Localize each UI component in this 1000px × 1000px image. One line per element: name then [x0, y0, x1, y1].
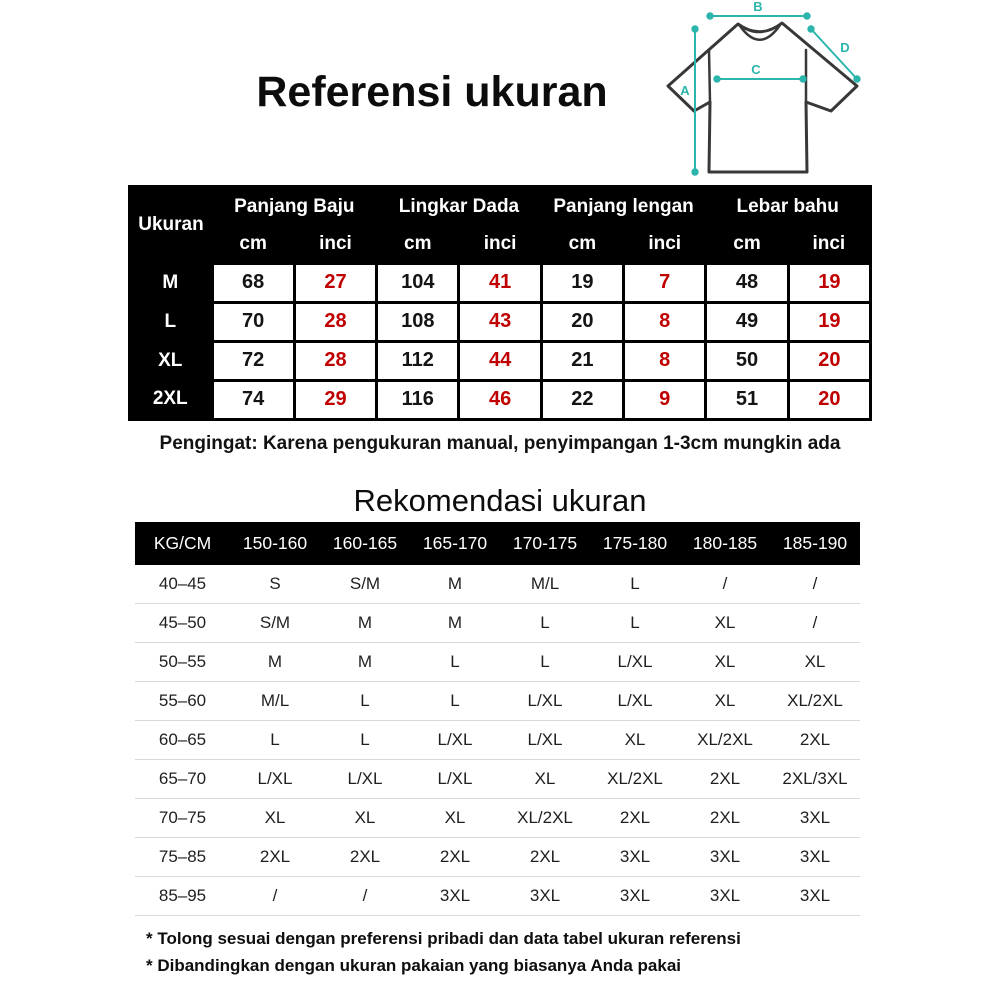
unit-header-inci: inci: [459, 227, 541, 263]
height-col-header: 170-175: [500, 522, 590, 565]
size-cell-inci: 43: [459, 302, 541, 341]
rec-cell: L: [320, 721, 410, 760]
weight-row-label: 65–70: [135, 760, 230, 799]
size-cell-inci: 20: [788, 341, 870, 380]
table-row: [129, 380, 871, 419]
size-row-label: XL: [129, 341, 212, 380]
size-cell-inci: 29: [294, 380, 376, 419]
weight-row-label: 40–45: [135, 565, 230, 604]
recommendation-title: Rekomendasi ukuran: [353, 483, 647, 518]
footnote-preference: * Tolong sesuai dengan preferensi pribadi dan data tabel ukuran referensi: [146, 929, 741, 948]
rec-cell: L/XL: [590, 682, 680, 721]
rec-cell: XL: [410, 799, 500, 838]
group-header-lebar-bahu: Lebar bahu: [706, 186, 871, 227]
rec-cell: XL/2XL: [680, 721, 770, 760]
rec-cell: 2XL: [500, 838, 590, 877]
rec-cell: M: [410, 604, 500, 643]
height-col-header: 180-185: [680, 522, 770, 565]
size-cell-cm: 21: [541, 341, 623, 380]
size-cell-inci: 28: [294, 341, 376, 380]
height-col-header: 175-180: [590, 522, 680, 565]
size-cell-inci: 46: [459, 380, 541, 419]
table-row: [135, 877, 860, 916]
rec-cell: XL: [590, 721, 680, 760]
rec-cell: XL: [680, 643, 770, 682]
size-cell-cm: 22: [541, 380, 623, 419]
measure-label-c: C: [751, 62, 761, 77]
table-row: [129, 341, 871, 380]
size-row-label: L: [129, 302, 212, 341]
rec-cell: 2XL: [680, 760, 770, 799]
rec-cell: 2XL: [230, 838, 320, 877]
rec-cell: 3XL: [680, 838, 770, 877]
rec-cell: M: [410, 565, 500, 604]
size-row-label: M: [129, 263, 212, 302]
rec-cell: L/XL: [410, 760, 500, 799]
table-row: [135, 760, 860, 799]
rec-cell: 3XL: [500, 877, 590, 916]
rec-cell: L: [500, 643, 590, 682]
size-cell-inci: 27: [294, 263, 376, 302]
rec-cell: L/XL: [500, 721, 590, 760]
rec-cell: 3XL: [770, 877, 860, 916]
rec-cell: 2XL/3XL: [770, 760, 860, 799]
table-row: [135, 604, 860, 643]
measurement-disclaimer: Pengingat: Karena pengukuran manual, penyimpangan 1-3cm mungkin ada: [159, 433, 841, 454]
table-row: [129, 263, 871, 302]
rec-cell: XL: [500, 760, 590, 799]
size-table-corner-label: Ukuran: [129, 186, 212, 263]
unit-header-inci: inci: [624, 227, 706, 263]
weight-row-label: 60–65: [135, 721, 230, 760]
size-cell-inci: 44: [459, 341, 541, 380]
unit-header-cm: cm: [706, 227, 788, 263]
rec-cell: 3XL: [770, 838, 860, 877]
group-header-panjang-baju: Panjang Baju: [212, 186, 377, 227]
rec-cell: 2XL: [770, 721, 860, 760]
rec-cell: 3XL: [590, 838, 680, 877]
height-col-header: 150-160: [230, 522, 320, 565]
weight-row-label: 45–50: [135, 604, 230, 643]
rec-cell: L/XL: [590, 643, 680, 682]
table-row: [135, 799, 860, 838]
unit-header-inci: inci: [788, 227, 870, 263]
rec-cell: M: [320, 604, 410, 643]
rec-cell: 2XL: [410, 838, 500, 877]
weight-row-label: 50–55: [135, 643, 230, 682]
size-cell-cm: 104: [377, 263, 459, 302]
table-row: [135, 838, 860, 877]
rec-cell: L: [410, 682, 500, 721]
rec-cell: L: [590, 565, 680, 604]
table-row: [135, 682, 860, 721]
rec-cell: L/XL: [320, 760, 410, 799]
size-cell-cm: 51: [706, 380, 788, 419]
rec-cell: M: [230, 643, 320, 682]
size-row-label: 2XL: [129, 380, 212, 419]
rec-cell: 2XL: [680, 799, 770, 838]
size-cell-inci: 41: [459, 263, 541, 302]
rec-cell: /: [770, 565, 860, 604]
size-cell-inci: 19: [788, 302, 870, 341]
unit-header-inci: inci: [294, 227, 376, 263]
rec-cell: 3XL: [590, 877, 680, 916]
size-cell-cm: 19: [541, 263, 623, 302]
rec-cell: /: [680, 565, 770, 604]
height-col-header: 160-165: [320, 522, 410, 565]
rec-cell: L/XL: [500, 682, 590, 721]
rec-cell: XL: [320, 799, 410, 838]
size-cell-cm: 74: [212, 380, 294, 419]
weight-row-label: 75–85: [135, 838, 230, 877]
table-row: [129, 302, 871, 341]
unit-header-cm: cm: [212, 227, 294, 263]
rec-cell: 2XL: [320, 838, 410, 877]
rec-cell: L: [320, 682, 410, 721]
size-measurement-table: [128, 185, 872, 421]
rec-cell: L: [590, 604, 680, 643]
size-cell-cm: 72: [212, 341, 294, 380]
weight-row-label: 85–95: [135, 877, 230, 916]
table-row: [135, 643, 860, 682]
rec-cell: /: [320, 877, 410, 916]
rec-cell: L/XL: [410, 721, 500, 760]
height-col-header: 185-190: [770, 522, 860, 565]
rec-cell: S/M: [320, 565, 410, 604]
size-recommendation-table: [135, 522, 860, 916]
height-col-header: 165-170: [410, 522, 500, 565]
rec-cell: L: [500, 604, 590, 643]
table-row: [135, 565, 860, 604]
tshirt-outline-icon: [668, 23, 857, 172]
rec-cell: XL/2XL: [500, 799, 590, 838]
size-cell-inci: 28: [294, 302, 376, 341]
page-title: Referensi ukuran: [256, 68, 608, 116]
unit-header-cm: cm: [377, 227, 459, 263]
size-cell-cm: 116: [377, 380, 459, 419]
size-cell-inci: 7: [624, 263, 706, 302]
size-cell-cm: 108: [377, 302, 459, 341]
rec-cell: S/M: [230, 604, 320, 643]
size-cell-inci: 8: [624, 341, 706, 380]
rec-cell: M/L: [500, 565, 590, 604]
rec-cell: 3XL: [770, 799, 860, 838]
rec-cell: XL: [770, 643, 860, 682]
measure-label-a: A: [680, 83, 690, 98]
group-header-panjang-lengan: Panjang lengan: [541, 186, 706, 227]
rec-cell: 2XL: [590, 799, 680, 838]
kgcm-corner-label: KG/CM: [135, 522, 230, 565]
size-cell-cm: 20: [541, 302, 623, 341]
size-cell-cm: 49: [706, 302, 788, 341]
rec-cell: /: [230, 877, 320, 916]
tshirt-measurement-diagram: [640, 0, 890, 185]
rec-cell: /: [770, 604, 860, 643]
measure-label-d: D: [840, 40, 850, 55]
rec-cell: 3XL: [410, 877, 500, 916]
rec-cell: XL: [680, 682, 770, 721]
measure-label-b: B: [753, 0, 763, 14]
size-cell-cm: 48: [706, 263, 788, 302]
size-cell-inci: 19: [788, 263, 870, 302]
rec-cell: S: [230, 565, 320, 604]
size-cell-cm: 70: [212, 302, 294, 341]
size-cell-cm: 68: [212, 263, 294, 302]
rec-cell: XL: [230, 799, 320, 838]
rec-cell: XL/2XL: [590, 760, 680, 799]
group-header-lingkar-dada: Lingkar Dada: [377, 186, 542, 227]
weight-row-label: 55–60: [135, 682, 230, 721]
tshirt-left-seam: [709, 50, 710, 102]
table-row: [135, 721, 860, 760]
size-cell-cm: 50: [706, 341, 788, 380]
rec-cell: M: [320, 643, 410, 682]
weight-row-label: 70–75: [135, 799, 230, 838]
size-cell-cm: 112: [377, 341, 459, 380]
size-cell-inci: 20: [788, 380, 870, 419]
rec-cell: M/L: [230, 682, 320, 721]
rec-cell: L: [230, 721, 320, 760]
rec-cell: XL: [680, 604, 770, 643]
footnote-compare: * Dibandingkan dengan ukuran pakaian yang biasanya Anda pakai: [146, 956, 682, 975]
size-cell-inci: 8: [624, 302, 706, 341]
rec-cell: L: [410, 643, 500, 682]
rec-cell: XL/2XL: [770, 682, 860, 721]
rec-cell: 3XL: [680, 877, 770, 916]
unit-header-cm: cm: [541, 227, 623, 263]
size-cell-inci: 9: [624, 380, 706, 419]
rec-cell: L/XL: [230, 760, 320, 799]
